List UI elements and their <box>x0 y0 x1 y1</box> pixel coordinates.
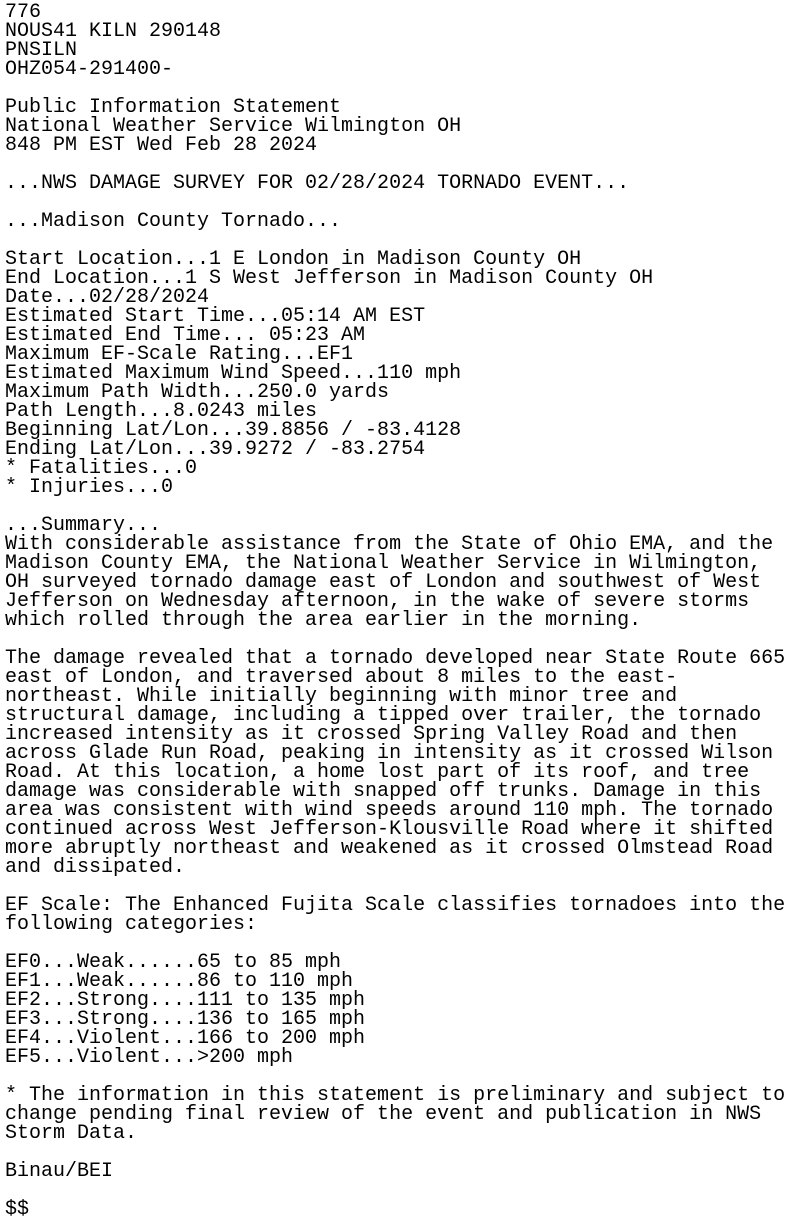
statement-line: damage was considerable with snapped off trunks. Damage in this <box>5 780 762 803</box>
statement-line: Storm Data. <box>5 1122 138 1145</box>
statement-line: Binau/BEI <box>5 1160 114 1183</box>
statement-line: structural damage, including a tipped over trailer, the tornado <box>5 704 762 727</box>
statement-line: Jefferson on Wednesday afternoon, in the wake of severe storms <box>5 590 750 613</box>
statement-line: PNSILN <box>5 39 78 62</box>
statement-line: OHZ054-291400- <box>5 58 174 81</box>
statement-line: Start Location...1 E London in Madison County OH <box>5 248 582 271</box>
statement-line: $$ <box>5 1198 30 1221</box>
statement-line: and dissipated. <box>5 856 186 879</box>
statement-line: 776 <box>5 1 42 24</box>
statement-line: area was consistent with wind speeds around 110 mph. The tornado <box>5 799 774 822</box>
statement-line: Estimated End Time... 05:23 AM <box>5 324 366 347</box>
statement-line: northeast. While initially beginning with minor tree and <box>5 685 678 708</box>
statement-line: change pending final review of the event and publication in NWS <box>5 1103 762 1126</box>
statement-line: EF3...Strong....136 to 165 mph <box>5 1008 366 1031</box>
statement-line: more abruptly northeast and weakened as it crossed Olmstead Road <box>5 837 774 860</box>
statement-line: Maximum Path Width...250.0 yards <box>5 381 390 404</box>
statement-line <box>5 1181 789 1200</box>
statement-line: Date...02/28/2024 <box>5 286 210 309</box>
statement-line: east of London, and traversed about 8 miles to the east- <box>5 666 678 689</box>
statement-line: * Injuries...0 <box>5 476 174 499</box>
statement-line: ...Summary... <box>5 514 162 537</box>
statement-line: Estimated Maximum Wind Speed...110 mph <box>5 362 462 385</box>
statement-line: End Location...1 S West Jefferson in Madison County OH <box>5 267 654 290</box>
statement-line: which rolled through the area earlier in the morning. <box>5 609 642 632</box>
statement-line: 848 PM EST Wed Feb 28 2024 <box>5 134 318 157</box>
statement-line: EF4...Violent...166 to 200 mph <box>5 1027 366 1050</box>
statement-line: Maximum EF-Scale Rating...EF1 <box>5 343 354 366</box>
statement-line: continued across West Jefferson-Klousville Road where it shifted <box>5 818 774 841</box>
statement-line: * The information in this statement is preliminary and subject to <box>5 1084 786 1107</box>
statement-line: EF Scale: The Enhanced Fujita Scale classifies tornadoes into the <box>5 894 786 917</box>
statement-line: ...NWS DAMAGE SURVEY FOR 02/28/2024 TORNADO EVENT... <box>5 172 630 195</box>
statement-line: With considerable assistance from the State of Ohio EMA, and the <box>5 533 774 556</box>
statement-line: The damage revealed that a tornado developed near State Route 665 <box>5 647 786 670</box>
statement-line: increased intensity as it crossed Spring Valley Road and then <box>5 723 738 746</box>
statement-line: EF0...Weak......65 to 85 mph <box>5 951 342 974</box>
statement-line: Public Information Statement <box>5 96 342 119</box>
statement-line: National Weather Service Wilmington OH <box>5 115 462 138</box>
statement-line: * Fatalities...0 <box>5 457 198 480</box>
statement-line: NOUS41 KILN 290148 <box>5 20 222 43</box>
statement-line: OH surveyed tornado damage east of London and southwest of West <box>5 571 762 594</box>
statement-line: EF1...Weak......86 to 110 mph <box>5 970 354 993</box>
statement-line: ...Madison County Tornado... <box>5 210 342 233</box>
statement-line: Ending Lat/Lon...39.9272 / -83.2754 <box>5 438 426 461</box>
statement-line: across Glade Run Road, peaking in intensity as it crossed Wilson <box>5 742 774 765</box>
statement-line: following categories: <box>5 913 258 936</box>
statement-line: Beginning Lat/Lon...39.8856 / -83.4128 <box>5 419 462 442</box>
statement-line: EF5...Violent...>200 mph <box>5 1046 294 1069</box>
statement-line <box>5 1143 789 1162</box>
statement-line: Path Length...8.0243 miles <box>5 400 318 423</box>
statement-line: Road. At this location, a home lost part of its roof, and tree <box>5 761 750 784</box>
statement-line: Madison County EMA, the National Weather Service in Wilmington, <box>5 552 762 575</box>
statement-line: EF2...Strong....111 to 135 mph <box>5 989 366 1012</box>
statement-line: Estimated Start Time...05:14 AM EST <box>5 305 426 328</box>
